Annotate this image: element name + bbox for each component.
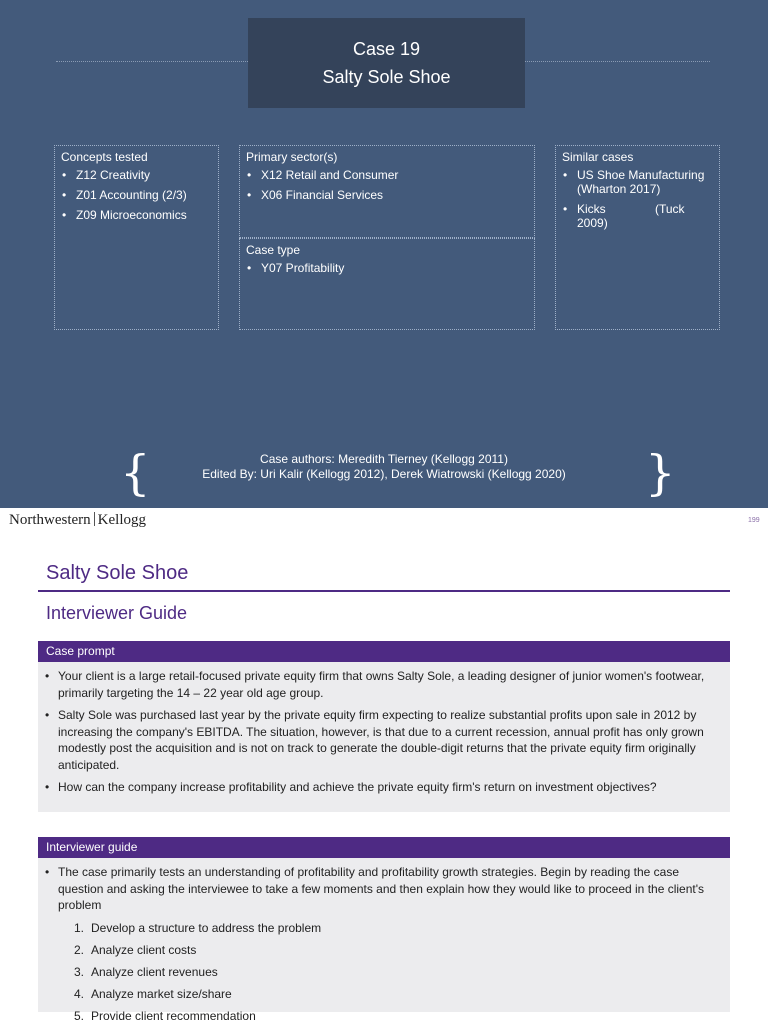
slide-title: Salty Sole Shoe	[46, 562, 189, 584]
guide-step: 4. Analyze market size/share	[74, 986, 232, 1001]
page-number: 199	[748, 517, 760, 524]
northwestern-kellogg-logo	[9, 512, 146, 529]
logo-northwestern: Northwestern	[9, 512, 91, 528]
concept-item: • Z09 Microeconomics	[61, 208, 212, 222]
slide-subtitle: Interviewer Guide	[46, 603, 188, 623]
guide-step: 1. Develop a structure to address the problem	[74, 920, 322, 935]
interviewer-guide-body	[38, 858, 730, 1023]
primary-sectors-header: Primary sector(s)	[246, 150, 338, 164]
guide-step: 2. Analyze client costs	[74, 942, 197, 957]
case-title: Salty Sole Shoe	[322, 67, 451, 87]
case-number: Case 19	[352, 39, 421, 59]
concept-item: • Z01 Accounting (2/3)	[61, 188, 212, 202]
case-type-header: Case type	[246, 243, 301, 257]
guide-step: 3. Analyze client revenues	[74, 964, 218, 979]
similar-case-source: (Tuck 2009)	[577, 202, 685, 230]
logo-divider	[94, 512, 95, 526]
similar-case-item: • US Shoe Manufacturing (Wharton 2017)	[562, 168, 713, 196]
brace-left-icon: {	[120, 445, 151, 501]
authors-line: Case authors: Meredith Tierney (Kellogg 2011)	[260, 452, 508, 466]
primary-sectors-box	[239, 145, 535, 238]
case-prompt-header: Case prompt	[38, 641, 730, 662]
similar-cases-header: Similar cases	[562, 150, 634, 164]
case-type-box	[239, 238, 535, 330]
prompt-bullet: • Your client is a large retail-focused private equity firm that owns Salty Sole, a leading designer of junior women's footwear, primarily targeting the 14 – 22 year old age group.	[44, 668, 718, 701]
title-rule-right	[525, 61, 710, 62]
title-divider	[38, 590, 730, 592]
brace-right-icon: }	[645, 445, 676, 501]
concepts-tested-header: Concepts tested	[61, 150, 148, 164]
case-type-item: • Y07 Profitability	[246, 261, 528, 275]
logo-kellogg: Kellogg	[97, 512, 146, 528]
sector-item: • X06 Financial Services	[246, 188, 528, 202]
case-title-box	[248, 18, 525, 108]
guide-step: 5. Provide client recommendation	[74, 1008, 256, 1023]
concepts-tested-box	[54, 145, 219, 330]
interviewer-guide-header: Interviewer guide	[38, 837, 730, 858]
case-prompt-body	[38, 662, 730, 812]
similar-case-item	[562, 202, 713, 230]
case-cover-slide	[0, 0, 768, 508]
editors-line: Edited By: Uri Kalir (Kellogg 2012), Derek Wiatrowski (Kellogg 2020)	[202, 467, 566, 481]
sector-item: • X12 Retail and Consumer	[246, 168, 528, 182]
guide-intro-bullet: • The case primarily tests an understanding of profitability and profitability growth strategies. Begin by reading the case question and asking the interviewee to take a few moments and then explain how they would like to proceed in the client's problem	[44, 864, 718, 914]
title-rule-left	[56, 61, 248, 62]
similar-cases-box	[555, 145, 720, 330]
similar-case-name: Kicks	[577, 202, 606, 216]
guide-steps-list	[44, 920, 718, 1024]
prompt-bullet: • Salty Sole was purchased last year by the private equity firm expecting to realize substantial profits upon sale in 2012 by increasing the company's EBITDA. The situation, however, is that due to a current recession, annual profit has only grown modestly post the acquisition and is not on track to generate the double-digit returns that the private equity firm originally anticipated.	[44, 707, 718, 773]
concept-item: • Z12 Creativity	[61, 168, 212, 182]
prompt-bullet: • How can the company increase profitability and achieve the private equity firm's return on investment objectives?	[44, 779, 718, 796]
